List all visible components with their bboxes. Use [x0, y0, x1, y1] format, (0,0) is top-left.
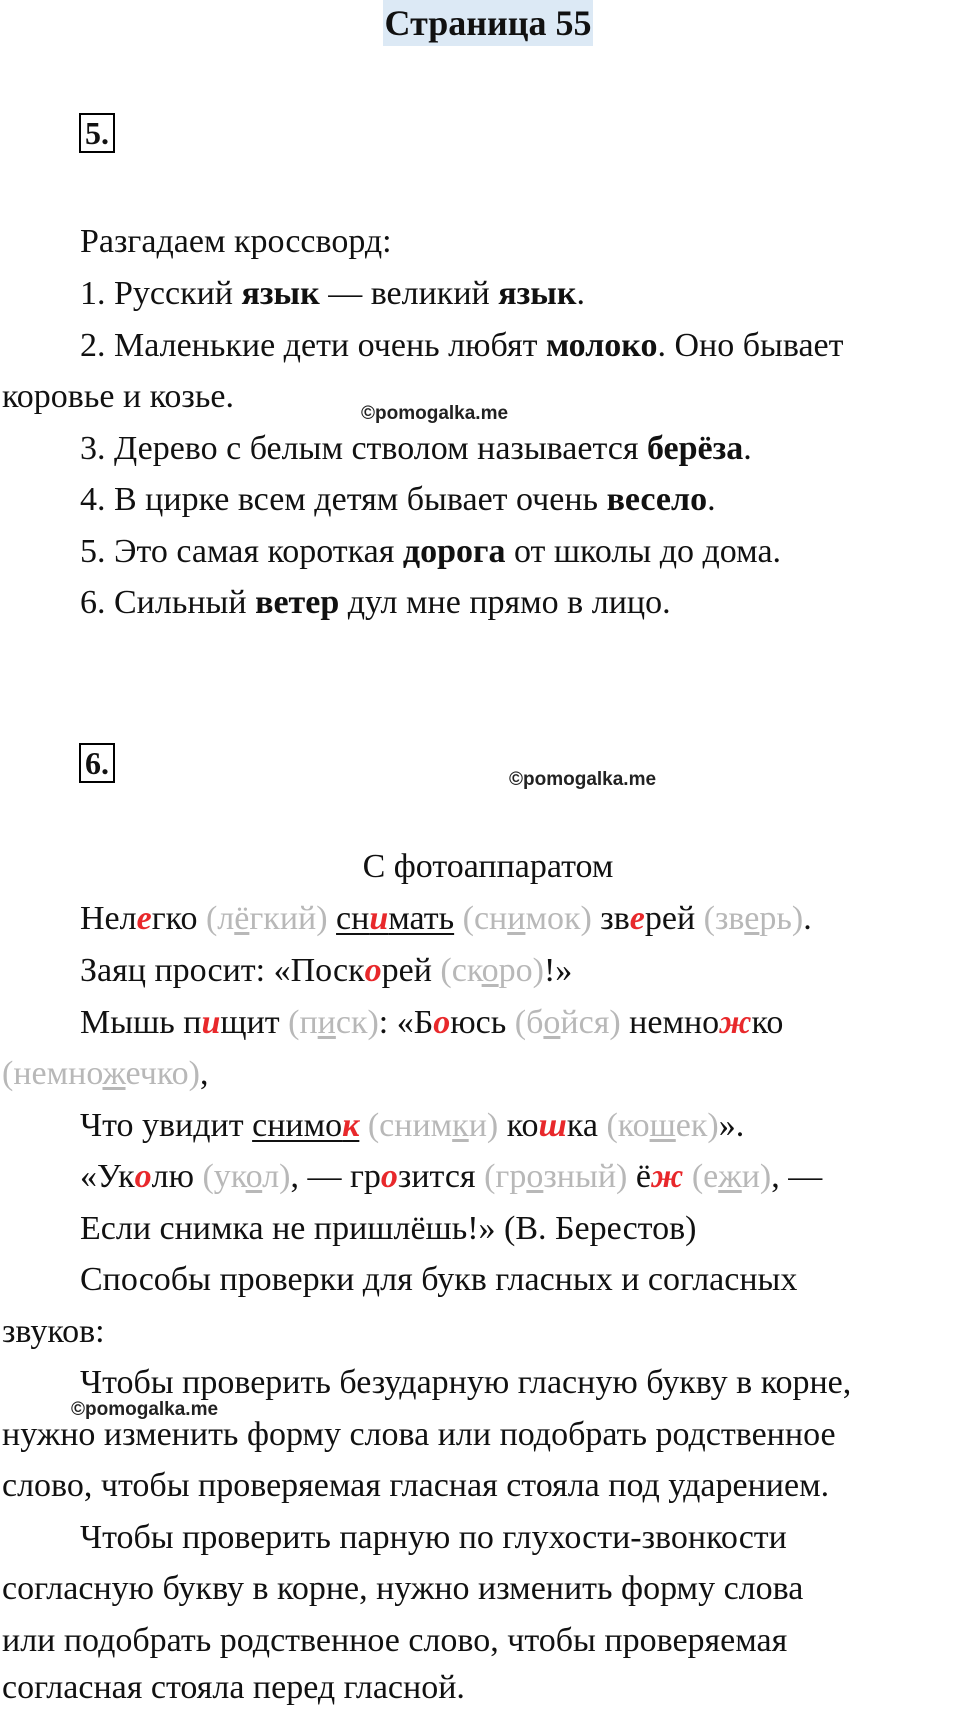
page-title-wrap — [0, 0, 960, 46]
crossword-line-6: 6. Сильный ветер дул мне прямо в лицо. — [80, 584, 671, 621]
consonant-rule-1: Чтобы проверить парную по глухости-звонкости — [80, 1519, 787, 1556]
consonant-rule-4: согласная стояла перед гласной. — [2, 1669, 465, 1706]
consonant-rule-2: согласную букву в корне, нужно изменить форму слова — [2, 1570, 804, 1607]
consonant-rule-3: или подобрать родственное слово, чтобы проверяемая — [2, 1622, 788, 1659]
poem-title: С фотоаппаратом — [362, 848, 614, 885]
poem-line-3: Мышь пищит (писк): «Боюсь (бойся) немножко — [80, 1004, 784, 1041]
crossword-line-4: 4. В цирке всем детям бывает очень весело. — [80, 481, 716, 518]
methods-line-2: звуков: — [2, 1313, 105, 1350]
crossword-line-3: 3. Дерево с белым стволом называется берёза. — [80, 430, 752, 467]
crossword-line-1: 1. Русский язык — великий язык. — [80, 275, 585, 312]
poem-line-6: Если снимка не пришлёшь!» (В. Берестов) — [80, 1210, 697, 1247]
watermark-2: ©pomogalka.me — [509, 769, 657, 790]
poem-line-1: Нелегко (лёгкий) снимать (снимок) зверей (зверь). — [80, 900, 812, 937]
poem-line-5: «Уколю (укол), — грозится (грозный) ёж (ежи), — — [80, 1158, 823, 1195]
poem-line-3-cont: (немножечко), — [2, 1055, 209, 1092]
watermark-3: ©pomogalka.me — [71, 1399, 219, 1420]
poem-line-4: Что увидит снимок (снимки) кошка (кошек)». — [80, 1107, 745, 1144]
crossword-line-5: 5. Это самая короткая дорога от школы до дома. — [80, 533, 782, 570]
page-title: Страница 55 — [383, 0, 594, 46]
vowel-rule-1: Чтобы проверить безударную гласную букву в корне, — [80, 1364, 852, 1401]
task-5-number: 5. — [79, 113, 115, 153]
crossword-line-2: 2. Маленькие дети очень любят молоко. Оно бывает — [80, 327, 844, 364]
watermark-1: ©pomogalka.me — [361, 403, 509, 424]
crossword-line-2-cont: коровье и козье. — [2, 378, 234, 415]
methods-line-1: Способы проверки для букв гласных и согласных — [80, 1261, 798, 1298]
vowel-rule-2: нужно изменить форму слова или подобрать родственное — [2, 1416, 836, 1453]
task-6-number: 6. — [79, 743, 115, 783]
vowel-rule-3: слово, чтобы проверяемая гласная стояла под ударением. — [2, 1467, 830, 1504]
task-5-intro: Разгадаем кроссворд: — [80, 223, 392, 260]
poem-line-2: Заяц просит: «Поскорей (скоро)!» — [80, 952, 573, 989]
